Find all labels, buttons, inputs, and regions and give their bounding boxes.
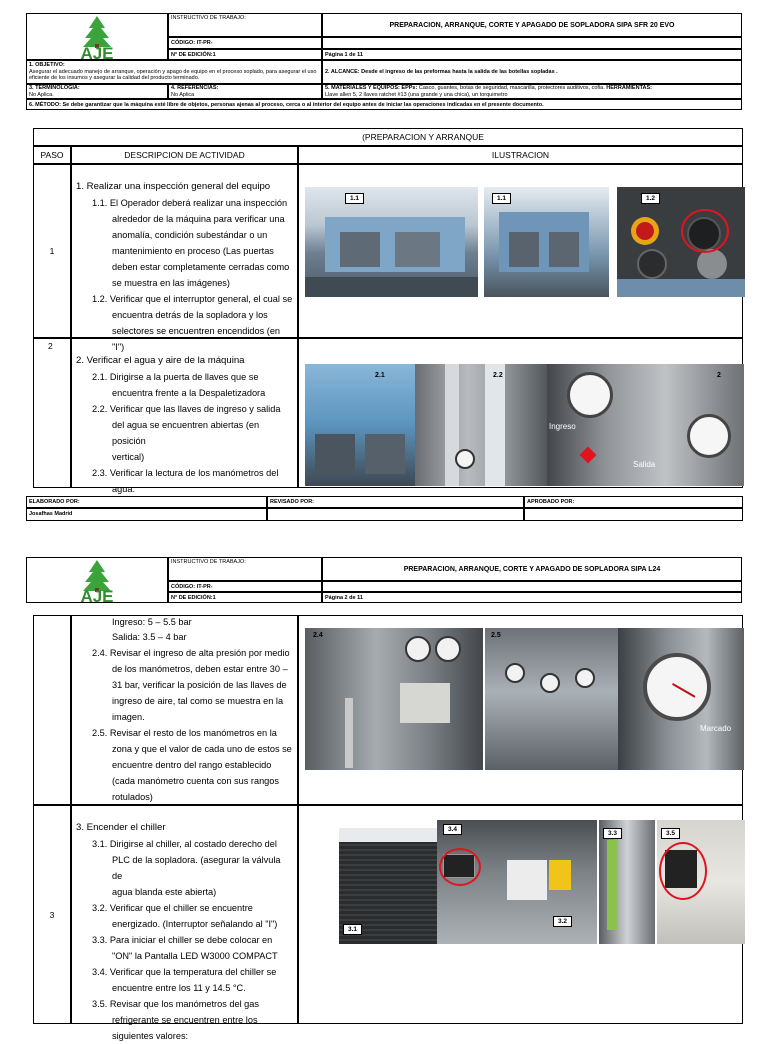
materiales: 5. MATERIALES Y EQUIPOS: EPPs: Casco, guantes, botas de seguridad, mascarilla, protectores auditivos, cofia. HERRAMIENTAS: Llave allen 5, 2 llaves ratchet #13 (una grande y una chica), un torquimetro [322,84,742,99]
photo-tag: 3.5 [661,828,680,839]
step-1-item: 1.2. Verificar que el interruptor general, el cual se [92,294,293,304]
step-1-item: se muestra en las imágenes) [112,278,230,288]
step-2-item: ingreso de aire, tal como se muestra en la [112,696,284,706]
photo-tag: 2.4 [313,632,323,639]
step-2-number: 2 [33,338,71,488]
pagina: Página 2 de 11 [322,592,742,603]
logo-cell [26,13,168,60]
chiller-panel-photo [437,820,597,944]
step-1-item: anomalía, condición subestándar o un [112,230,268,240]
step-3-item: agua blanda este abierta) [112,887,217,897]
elaborado-name: Josafhas Madrid [26,508,267,521]
step-2-continuation-illustration [298,615,743,805]
step-2-illustration [298,338,743,488]
photo-tag: 1.2 [641,193,660,204]
step-2-item: encuentra frente a la Despaletizadora [112,388,266,398]
aje-logo-icon [27,558,169,604]
photo-tag: 2.2 [493,372,503,379]
codigo: CÓDIGO: IT-PR- [168,37,322,49]
photo-label-ingreso: Ingreso [549,422,576,431]
step-3-item: refrigerante se encuentren entre los [112,1015,258,1025]
instructivo-label: INSTRUCTIVO DE TRABAJO: [168,557,322,581]
step-2-item: (cada manómetro cuenta con sus rangos [112,776,279,786]
col-ilustracion: ILUSTRACION [298,146,743,164]
machine-photo [305,187,478,297]
step-3-item: 3.3. Para iniciar el chiller se debe colocar en [92,935,273,945]
document-title: PREPARACION, ARRANQUE, CORTE Y APAGADO DE SOPLADORA SIPA SFR 20 EVO [322,13,742,37]
step-3-item: PLC de la sopladora. (asegurar la válvula de [112,855,281,881]
step-3-item: energizado. (Interruptor señalando al "I") [112,919,278,929]
step-3-description: 3. Encender el chiller 3.1. Dirigirse al chiller, al costado derecho del PLC de la sopladora. (asegurar la válvula de agua blanda este abierta) 3.2. Verificar que el chiller se encuentre energizado. (Interruptor señalando al "I") 3.3. Para iniciar el chiller se debe colocar en "ON" la Pantalla LED W3000 COMPACT 3.4. Verificar que la temperatura del chiller se encuentre entre los 11 y 14.5 °C. 3.5. Revisar que los manómetros del gas refrigerante se encuentren entre los siguientes valores: [71,805,298,1024]
step-2-item: agua: [112,484,135,494]
step-2-item: 2.1. Dirigirse a la puerta de llaves que se [92,372,259,382]
alcance: 2. ALCANCE: Desde el ingreso de las preformas hasta la salida de las botellas sopladas . [322,60,742,84]
step-2-description: 2. Verificar el agua y aire de la máquina 2.1. Dirigirse a la puerta de llaves que se encuentra frente a la Despaletizadora 2.2. Verificar que las llaves de ingreso y salida del agua se encuentren abiertas (en posición vertical) 2.3. Verificar la lectura de los manómetros del agua: [71,338,298,488]
photo-tag: 1.1 [345,193,364,204]
step-2-item: de los manómetros, deben estar entre 30 – [112,664,288,674]
document-title: PREPARACION, ARRANQUE, CORTE Y APAGADO DE SOPLADORA SIPA L24 [322,557,742,581]
step-1-illustration [298,164,743,338]
photo-label-salida: Salida [633,460,656,469]
gauges-photo [547,364,744,486]
step-2-item: 2.3. Verificar la lectura de los manómetros del [92,468,279,478]
chiller-photo [339,828,437,944]
high-pressure-photo [305,628,483,770]
step-1-item: encuentra detrás de la sopladora y los [112,310,268,320]
photo-tag: 2.5 [491,632,501,639]
step-3-item: encuentre entre los 11 y 14.5 °C. [112,983,246,993]
terminologia: 3. TERMINOLOGIA: No Aplica. [26,84,168,99]
step-2-item: imagen. [112,712,145,722]
step-1-item: 1.1. El Operador deberá realizar una inspección [92,198,288,208]
instructivo-label: INSTRUCTIVO DE TRABAJO: [168,13,322,37]
referencias: 4. REFERENCIAS: No Aplica [168,84,322,99]
machine-photo [484,187,609,297]
control-panel-photo [617,187,745,297]
step-2-continuation [71,615,298,805]
col-descripcion: DESCRIPCION DE ACTIVIDAD [71,146,298,164]
metodo: 6. MÉTODO: Se debe garantizar que la máquina esté libre de objetos, personas ajenas al proceso, cerca o al interior del equipo antes de iniciar las operaciones indicadas en el presente documento. [26,99,742,110]
step-3-item: siguientes valores: [112,1031,189,1041]
step-3-number: 3 [33,805,71,1024]
gauge-closeup-photo [618,628,744,770]
step-1-item: mantenimiento en proceso (Las puertas [112,246,274,256]
photo-tag: 3.1 [343,924,362,935]
pipes-photo [415,364,547,486]
photo-label-marcado: Marcado [700,724,732,733]
step-3-item: 3.5. Revisar que los manómetros del gas [92,999,259,1009]
step-3-item: "ON" la Pantalla LED W3000 COMPACT [112,951,278,961]
pagina: Página 1 de 11 [322,49,742,60]
step-2-item: vertical) [112,452,145,462]
step-3-item: 3.2. Verificar que el chiller se encuentre [92,903,253,913]
machine-photo [305,364,415,486]
step-1-description: 1. Realizar una inspección general del equipo 1.1. El Operador deberá realizar una inspección alrededor de la máquina para verificar una anomalía, condición subestándar o un mantenimiento en proceso (Las puertas deben estar completamente cerradas como se muestra en las imágenes) 1.2. Verificar que el interruptor general, el cual se encuentra detrás de la sopladora y los selectores se encuentren encendidos (en "I") [71,164,298,338]
objetivo: 1. OBJETIVO: Asegurar el adecuado manejo de arranque, operación y apago de equipo en el proceso soplado, para asegurar el uso eficiente de los insumos y asegurar la calidad del producto terminado. [26,60,322,84]
step-2-item: encuentre dentro del rango establecido [112,760,272,770]
elaborado-label: ELABORADO POR: [26,496,267,508]
step-2-item: zona y que el valor de cada uno de estos se [112,744,292,754]
edicion: N° DE EDICIÓN:1 [168,49,322,60]
svg-text:AJE: AJE [80,44,114,61]
aprobado-label: APROBADO POR: [524,496,743,508]
codigo: CÓDIGO: IT-PR- [168,581,322,592]
step-3-illustration [298,805,743,1024]
photo-tag: 3.3 [603,828,622,839]
step-2-item: 31 bar, verificar la posición de las llaves de [112,680,287,690]
photo-tag: 3.4 [443,824,462,835]
photo-tag: 2.1 [375,372,385,379]
step-1-item: deben estar completamente cerradas como [112,262,290,272]
step-3-item: 3.1. Dirigirse al chiller, al costado derecho del [92,839,277,849]
step-2-item: 2.2. Verificar que las llaves de ingreso y salida [92,404,281,414]
range-ingreso: Ingreso: 5 – 5.5 bar [112,617,192,627]
section-title: (PREPARACION Y ARRANQUE [33,128,743,146]
range-salida: Salida: 3.5 – 4 bar [112,632,187,642]
edicion: N° DE EDICIÓN:1 [168,592,322,603]
step-1-item: alrededor de la máquina para verificar una [112,214,285,224]
revisado-label: REVISADO POR: [267,496,524,508]
aje-logo-icon [27,14,169,61]
photo-tag: 3.2 [553,916,572,927]
col-paso: PASO [33,146,71,164]
photo-tag: 1.1 [492,193,511,204]
svg-text:AJE: AJE [80,587,114,604]
step-1-number: 1 [33,164,71,338]
step-2-item: 2.5. Revisar el resto de los manómetros en la [92,728,277,738]
step-2-item: rotulados) [112,792,153,802]
step-2-item: del agua se encuentren abiertas (en posición [112,420,260,446]
led-display-photo [657,820,745,944]
step-2-item: 2.4. Revisar el ingreso de alta presión por medio [92,648,290,658]
logo-cell [26,557,168,603]
photo-tag: 2 [717,372,721,379]
manometers-photo [485,628,618,770]
gas-gauge-photo [599,820,655,944]
step-1-item: selectores se encuentren encendidos (en "I") [112,326,281,352]
step-3-item: 3.4. Verificar que la temperatura del chiller se [92,967,277,977]
